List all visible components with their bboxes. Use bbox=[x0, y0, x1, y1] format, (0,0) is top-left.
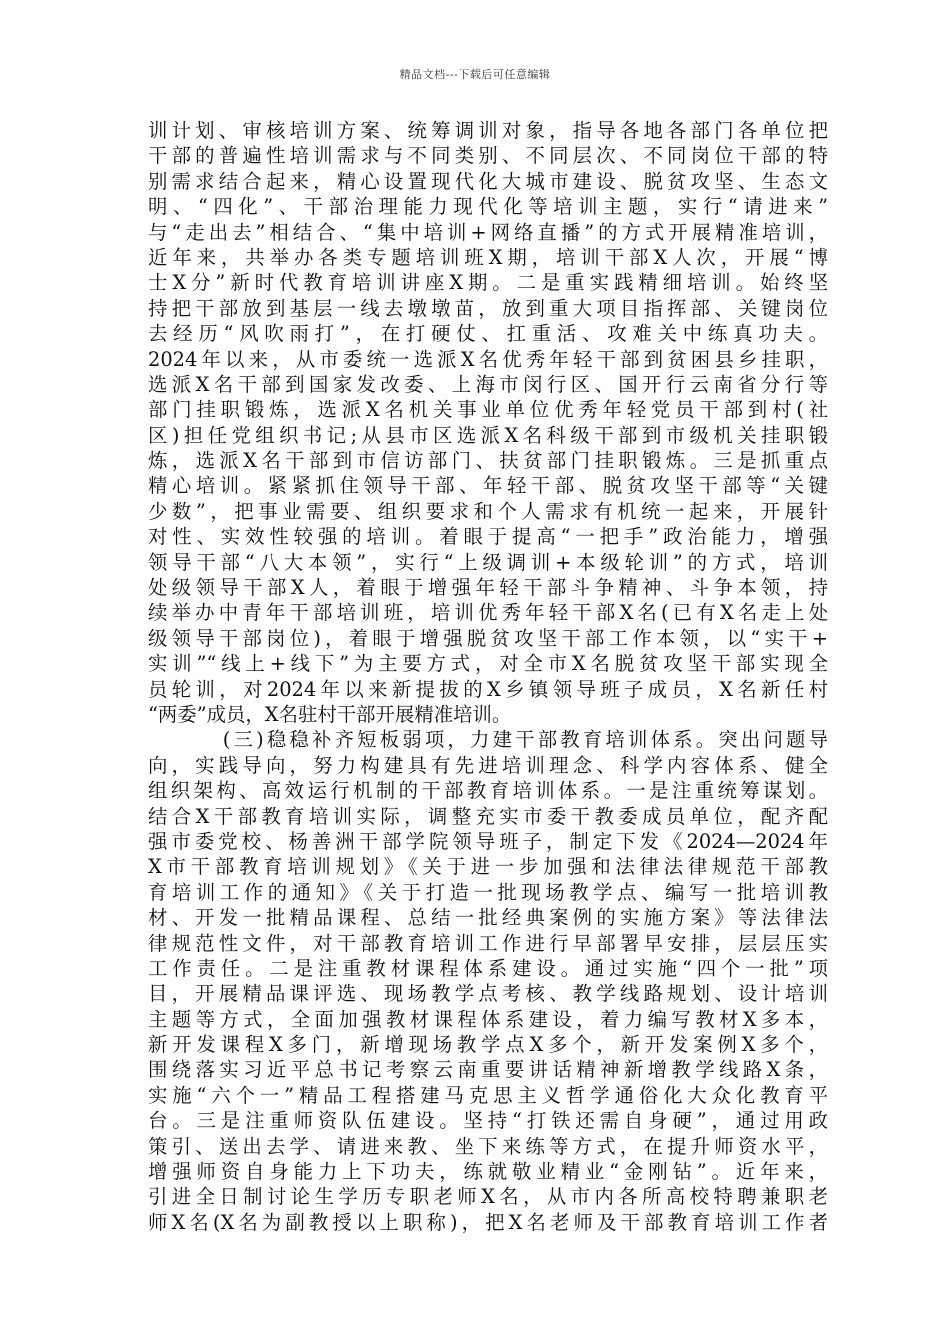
text-line: 士X分”新时代教育培训讲座X期。二是重实践精细培训。始终坚 bbox=[148, 271, 828, 295]
text-line-paragraph-end: “两委”成员，X名驻村干部开展精准培训。 bbox=[148, 702, 512, 726]
text-line: 对性、实效性较强的培训。着眼于提高“一把手”政治能力，增强 bbox=[148, 525, 828, 549]
text-line: 处级领导干部X人，着眼于增强年轻干部斗争精神、斗争本领，持 bbox=[148, 576, 828, 600]
paragraph-start-line: (三)稳稳补齐短板弱项，力建干部教育培训体系。突出问题导 bbox=[148, 728, 828, 752]
text-line: 目，开展精品课评选、现场教学点考核、教学线路规划、设计培训 bbox=[148, 982, 828, 1006]
text-line: 实施“六个一”精品工程搭建马克思主义哲学通俗化大众化教育平 bbox=[148, 1083, 828, 1107]
text-line: 选派X名干部到国家发改委、上海市闵行区、国开行云南省分行等 bbox=[148, 372, 828, 396]
text-line: 去经历“风吹雨打”，在打硬仗、扛重活、攻难关中练真功夫。 bbox=[148, 322, 828, 346]
text-line: 领导干部“八大本领”，实行“上级调训+本级轮训”的方式，培训 bbox=[148, 550, 828, 574]
text-line: 明、“四化”、干部治理能力现代化等培训主题，实行“请进来” bbox=[148, 195, 828, 219]
text-line: 围绕落实习近平总书记考察云南重要讲话精神新增教学线路X条， bbox=[148, 1058, 828, 1082]
text-line: 少数”，把事业需要、组织要求和个人需求有机统一起来，开展针 bbox=[148, 499, 828, 523]
text-line: 新开发课程X多门，新增现场教学点X多个，新开发案例X多个， bbox=[148, 1033, 828, 1057]
text-line: 续举办中青年干部培训班，培训优秀年轻干部X名(已有X名走上处 bbox=[148, 601, 828, 625]
text-line: 律规范性文件，对干部教育培训工作进行早部署早安排，层层压实 bbox=[148, 931, 828, 955]
text-line: 台。三是注重师资队伍建设。坚持“打铁还需自身硬”，通过用政 bbox=[148, 1109, 828, 1133]
text-line: 近年来，共举办各类专题培训班X期，培训干部X人次，开展“博 bbox=[148, 245, 828, 269]
text-line: 级领导干部岗位)，着眼于增强脱贫攻坚干部工作本领，以“实干+ bbox=[148, 626, 828, 650]
text-line: 组织架构、高效运行机制的干部教育培训体系。一是注重统筹谋划。 bbox=[148, 779, 828, 803]
text-line: 师X名(X名为副教授以上职称)，把X名老师及干部教育培训工作者 bbox=[148, 1210, 828, 1234]
text-line: 持把干部放到基层一线去墩墩苗，放到重大项目指挥部、关键岗位 bbox=[148, 296, 828, 320]
text-line: X市干部教育培训规划》《关于进一步加强和法律法律规范干部教 bbox=[148, 855, 828, 879]
text-line: 与“走出去”相结合、“集中培训+网络直播”的方式开展精准培训， bbox=[148, 220, 828, 244]
text-line: 强市委党校、杨善洲干部学院领导班子，制定下发《2024—2024年 bbox=[148, 829, 828, 853]
text-line: 策引、送出去学、请进来教、坐下来练等方式，在提升师资水平， bbox=[148, 1134, 828, 1158]
text-line: 主题等方式，全面加强教材课程体系建设，着力编写教材X多本， bbox=[148, 1007, 828, 1031]
text-line: 干部的普遍性培训需求与不同类别、不同层次、不同岗位干部的特 bbox=[148, 144, 828, 168]
text-line: 区)担任党组织书记;从县市区选派X名科级干部到市级机关挂职锻 bbox=[148, 423, 828, 447]
text-line: 员轮训，对2024年以来新提拔的X乡镇领导班子成员，X名新任村 bbox=[148, 677, 828, 701]
page-header: 精品文档---下载后可任意编辑 bbox=[399, 68, 551, 81]
text-line: 引进全日制讨论生学历专职老师X名，从市内各所高校特聘兼职老 bbox=[148, 1185, 828, 1209]
text-line: 实训”“线上+线下”为主要方式，对全市X名脱贫攻坚干部实现全 bbox=[148, 652, 828, 676]
text-line: 结合X干部教育培训实际，调整充实市委干教委成员单位，配齐配 bbox=[148, 804, 828, 828]
text-line: 工作责任。二是注重教材课程体系建设。通过实施“四个一批”项 bbox=[148, 956, 828, 980]
text-line: 训计划、审核培训方案、统筹调训对象，指导各地各部门各单位把 bbox=[148, 119, 828, 142]
text-line: 2024年以来，从市委统一选派X名优秀年轻干部到贫困县乡挂职， bbox=[148, 347, 828, 371]
text-line: 别需求结合起来，精心设置现代化大城市建设、脱贫攻坚、生态文 bbox=[148, 169, 828, 193]
text-line: 精心培训。紧紧抓住领导干部、年轻干部、脱贫攻坚干部等“关键 bbox=[148, 474, 828, 498]
text-line: 增强师资自身能力上下功夫，练就敬业精业“金刚钻”。近年来， bbox=[148, 1160, 828, 1184]
text-line: 部门挂职锻炼，选派X名机关事业单位优秀年轻党员干部到村(社 bbox=[148, 398, 828, 422]
document-body bbox=[148, 118, 828, 1235]
text-line: 向，实践导向，努力构建具有先进培训理念、科学内容体系、健全 bbox=[148, 753, 828, 777]
text-line: 育培训工作的通知》《关于打造一批现场教学点、编写一批培训教 bbox=[148, 880, 828, 904]
text-line: 炼，选派X名干部到市信访部门、扶贫部门挂职锻炼。三是抓重点 bbox=[148, 449, 828, 473]
text-line: 材、开发一批精品课程、总结一批经典案例的实施方案》等法律法 bbox=[148, 906, 828, 930]
